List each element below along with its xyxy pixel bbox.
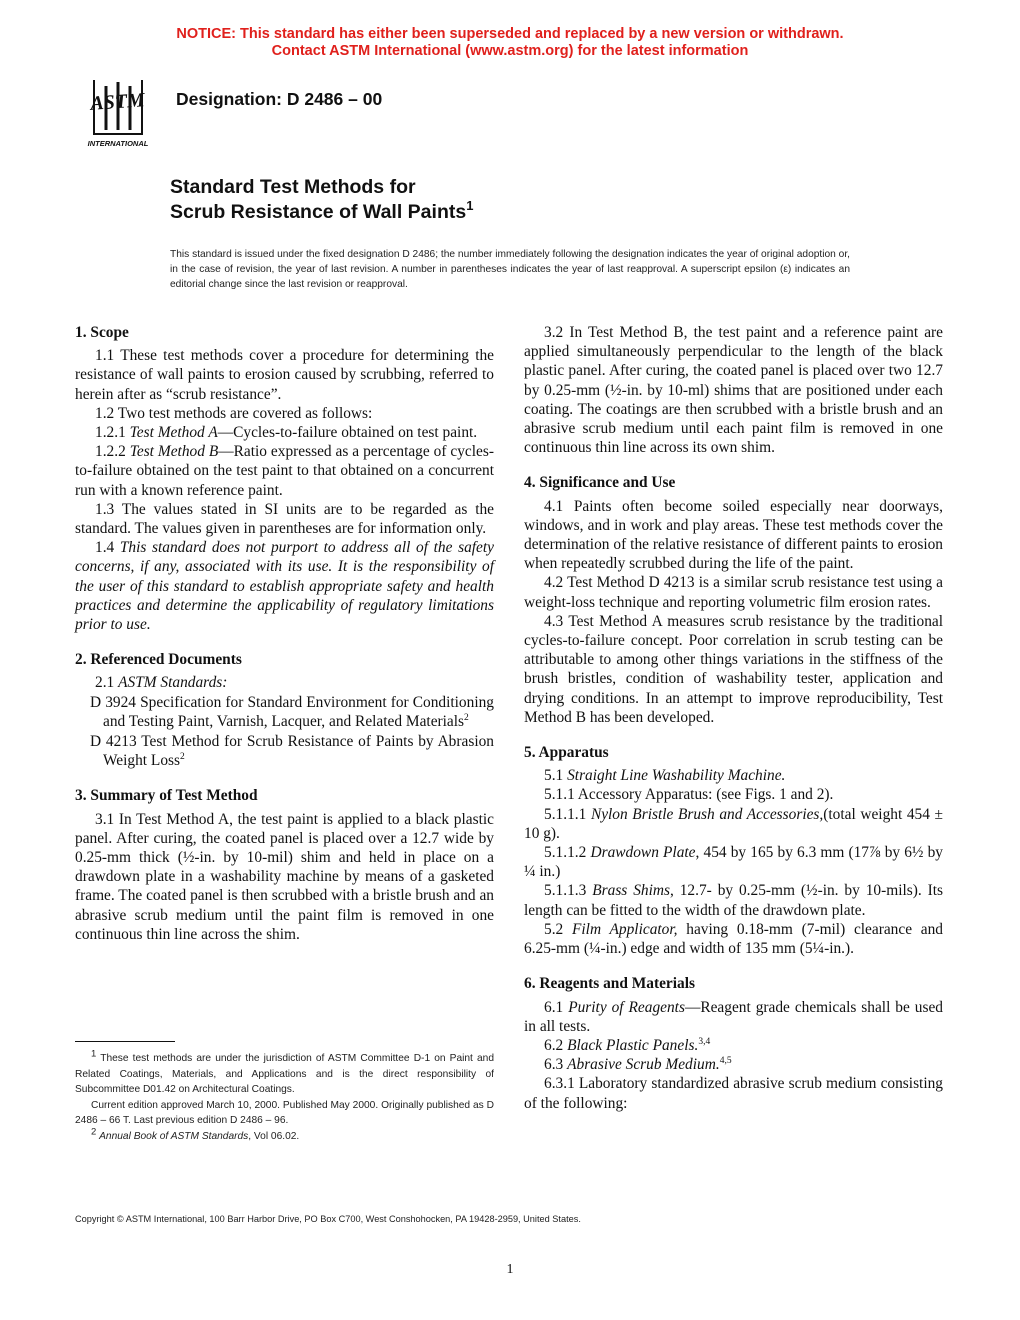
- section-3-heading: 3. Summary of Test Method: [75, 787, 258, 805]
- astm-logo: [72, 72, 164, 150]
- para-6-2: 6.2 Black Plastic Panels.$^{3,4}$: [544, 1036, 711, 1054]
- section-5-heading: 5. Apparatus: [524, 744, 609, 762]
- title-line-2: Scrub Resistance of Wall Paints$^1$: [170, 198, 474, 223]
- notice-line-2: Contact ASTM International (www.astm.org) for the latest information: [271, 43, 749, 59]
- logo-subtitle: INTERNATIONAL: [87, 139, 149, 148]
- reference-d4213: D 4213 Test Method for Scrub Resistance of Paints by Abrasion Weight Loss$^2$: [90, 733, 494, 770]
- para-2-1: 2.1 ASTM Standards:: [95, 674, 228, 692]
- para-6-3-1: 6.3.1 Laboratory standardized abrasive scrub medium consisting of the following:: [524, 1075, 943, 1112]
- copyright-line: Copyright © ASTM International, 100 Barr Harbor Drive, PO Box C700, West Conshohocken, PA 19428-2959, United States.: [75, 1214, 581, 1224]
- para-5-1: 5.1 Straight Line Washability Machine.: [544, 767, 786, 785]
- section-2-heading: 2. Referenced Documents: [75, 651, 242, 669]
- para-6-3: 6.3 Abrasive Scrub Medium.$^{4,5}$: [544, 1055, 732, 1074]
- para-4-1: 4.1 Paints often become soiled especially near doorways, windows, and in work and play areas. These test methods cover the determination of the relative resistance of different paints to erosion when repeatedly scrubbed during the life of the paint.: [524, 497, 943, 573]
- para-5-1-1: 5.1.1 Accessory Apparatus: (see Figs. 1 and 2).: [544, 786, 834, 804]
- right-column: [524, 323, 943, 1113]
- reference-d3924: D 3924 Specification for Standard Environment for Conditioning and Testing Paint, Varnish, Lacquer, and Related Materials$^2$: [90, 693, 494, 730]
- footnote-1-edition: Current edition approved March 10, 2000. Published May 2000. Originally published as D 2486 – 66 T. Last previous edition D 2486 – 96.: [75, 1099, 494, 1126]
- notice-line-1: NOTICE: This standard has either been superseded and replaced by a new version or withdrawn.: [176, 26, 844, 42]
- para-4-2: 4.2 Test Method D 4213 is a similar scrub resistance test using a weight-loss technique and reporting volumetric film erosion rates.: [524, 574, 943, 611]
- para-4-3: 4.3 Test Method A measures scrub resistance by the traditional cycles-to-failure concept. Poor correlation in scrub testing can be attributable to among other things variations in the stiffness of the brush bristles, condition of washability tester, application and drying conditions. In an attempt to improve reproducibility, Test Method B has been developed.: [524, 612, 943, 726]
- para-3-1: 3.1 In Test Method A, the test paint is applied to a black plastic panel. After curing, the coated panel is placed over a 12.7 wide by 0.25-mm thick (½-in. by 10-mil) shim and held in place on a drawdown plate in a washability machine by means of a gasketed frame. The coated panel is then scrubbed with a bristle brush and an abrasive scrub medium until the paint film is removed in one continuous thin line across the shim.: [75, 810, 494, 943]
- para-5-1-1-1: 5.1.1.1 Nylon Bristle Brush and Accessories,(total weight 454 ± 10 g).: [524, 805, 943, 842]
- left-column: [75, 323, 494, 944]
- withdrawal-notice: [0, 26, 1020, 60]
- issuance-note: This standard is issued under the fixed designation D 2486; the number immediately following the designation indicates the year of original adoption or, in the case of revision, the year of last revision. A number in parentheses indicates the year of last reapproval. A superscript epsilon (ε) indicates an editorial change since the last revision or reapproval.: [170, 249, 850, 290]
- document-title: [170, 175, 473, 225]
- section-6-heading: 6. Reagents and Materials: [524, 975, 695, 993]
- para-5-1-1-2: 5.1.1.2 Drawdown Plate, 454 by 165 by 6.3 mm (17⅞ by 6½ by ¼ in.): [524, 844, 943, 881]
- section-1-heading: 1. Scope: [75, 324, 129, 341]
- title-line-1: Standard Test Methods for: [170, 176, 416, 198]
- page-number: 1: [506, 1262, 514, 1277]
- para-1-3: 1.3 The values stated in SI units are to be regarded as the standard. The values given in parentheses are for information only.: [75, 500, 494, 538]
- para-1-2: 1.2 Two test methods are covered as follows:: [95, 404, 373, 422]
- logo-letters: ASTM: [89, 89, 146, 115]
- para-1-2-2: 1.2.2 Test Method B—Ratio expressed as a percentage of cycles-to-failure obtained on the test paint to that obtained on a concurrent run with a known reference paint.: [75, 443, 494, 499]
- title-footnote-ref: 1: [466, 198, 474, 213]
- designation: Designation: D 2486 – 00: [176, 89, 383, 109]
- para-3-2: 3.2 In Test Method B, the test paint and a reference paint are applied simultaneously perpendicular to the length of the black plastic panel. After curing, the coated panel is placed over two 12.7 by 0.25-mm (½-in. by 10-ml) shims that are positioned under each coating. The coatings are then scrubbed with a bristle brush and an abrasive scrub medium until each paint film is removed in one continuous thin line across its own shim.: [524, 324, 943, 457]
- para-1-4: 1.4 This standard does not purport to address all of the safety concerns, if any, associated with its use. It is the responsibility of the user of this standard to establish appropriate safety and health practices and determine the applicability of regulatory limitations prior to use.: [75, 539, 494, 634]
- footnote-2: $^2$ Annual Book of ASTM Standards, Vol 06.02.: [91, 1126, 300, 1142]
- footnote-rule: [75, 1041, 175, 1042]
- footnotes: [75, 1048, 494, 1144]
- para-1-2-1: 1.2.1 Test Method A—Cycles-to-failure obtained on test paint.: [95, 424, 478, 442]
- para-5-1-1-3: 5.1.1.3 Brass Shims, 12.7- by 0.25-mm (½-in. by 10-mils). Its length can be fitted to the width of the drawdown plate.: [524, 882, 944, 919]
- section-4-heading: 4. Significance and Use: [524, 474, 676, 492]
- para-1-1: 1.1 These test methods cover a procedure for determining the resistance of wall paints to erosion caused by scrubbing, referred to herein after as “scrub resistance”.: [75, 347, 494, 403]
- footnote-1: $^1$ These test methods are under the jurisdiction of ASTM Committee D-1 on Paint and Related Coatings, Materials, and Applications and is the direct responsibility of Subcommittee D01.42 on Architectural Coatings.: [75, 1048, 494, 1095]
- para-6-1: 6.1 Purity of Reagents—Reagent grade chemicals shall be used in all tests.: [524, 998, 943, 1035]
- para-5-2: 5.2 Film Applicator, having 0.18-mm (7-mil) clearance and 6.25-mm (¼-in.) edge and width of 135 mm (5¼-in.).: [524, 920, 944, 958]
